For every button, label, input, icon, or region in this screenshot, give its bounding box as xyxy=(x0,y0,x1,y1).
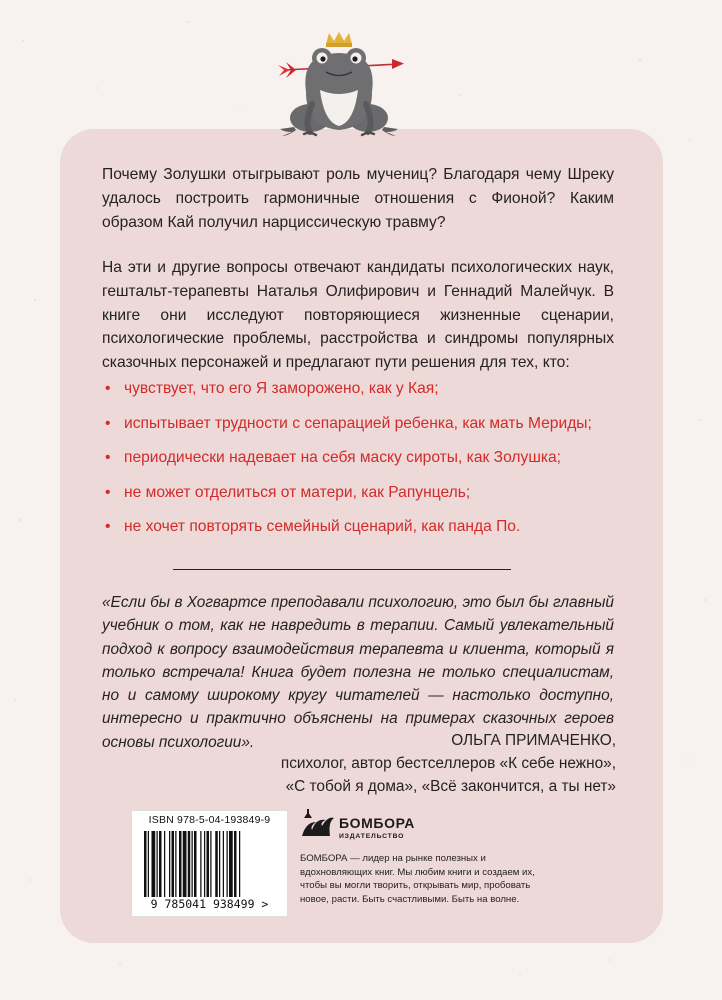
list-item xyxy=(102,378,622,401)
list-item xyxy=(102,482,622,505)
barcode-digits: 9 785041 938499 > xyxy=(150,897,269,911)
bullet-dot: • xyxy=(105,380,111,397)
section-divider xyxy=(173,569,511,570)
frog-with-crown-and-arrow-icon xyxy=(274,32,404,144)
quote-author-books: «С тобой я дома», «Всё закончится, а ты нет» xyxy=(285,777,616,795)
bullet-text: чувствует, что его Я заморожено, как у Кая; xyxy=(124,380,439,397)
bullet-dot: • xyxy=(105,518,111,535)
bullet-text: испытывает трудности с сепарацией ребенка, как мать Мериды; xyxy=(124,414,592,432)
list-item xyxy=(102,447,622,470)
publisher-logo-name: БОМБОРА xyxy=(339,815,415,831)
barcode-block xyxy=(131,810,288,917)
bullet-dot: • xyxy=(105,449,111,466)
quote-author-role: психолог, автор бестселлеров «К себе нежно», xyxy=(280,754,616,772)
review-quote: «Если бы в Хогвартсе преподавали психологию, это был бы главный учебник о том, как не навредить в терапии. Самый увлекательный подход к вопросу взаимодействия терапевта и клиента, который я только встречала! Книга будет полезна не только специалистам, но и самому широкому кругу читателей — настолько доступно, интересно и практично объяснены на примерах сказочных героев основы психологии». xyxy=(102,594,614,751)
bullet-list xyxy=(102,378,622,551)
bullet-text: не может отделиться от матери, как Рапунцель; xyxy=(124,483,471,501)
list-item xyxy=(102,413,622,436)
intro-questions: Почему Золушки отыгрывают роль мучениц? Благодаря чему Шреку удалось построить гармоничные отношения с Фионой? Каким образом Кай получил нарциссическую травму? xyxy=(102,166,614,231)
bullet-dot: • xyxy=(105,414,111,432)
bullet-text: периодически надевает на себя маску сироты, как Золушка; xyxy=(124,449,561,466)
quote-attribution xyxy=(196,730,616,798)
bullet-dot: • xyxy=(105,483,111,501)
isbn-label: ISBN 978-5-04-193849-9 xyxy=(148,814,271,826)
publisher-logo-sub: ИЗДАТЕЛЬСТВО xyxy=(339,833,405,840)
list-item xyxy=(102,516,622,539)
intro-authors: На эти и другие вопросы отвечают кандидаты психологических наук, гештальт-терапевты Наталья Олифирович и Геннадий Малейчук. В книге они исследуют повторяющиеся жизненные сценарии, психологические проблемы, расстройства и синдромы популярных сказочных персонажей и предлагают пути решения для тех, кто: xyxy=(102,259,614,372)
barcode-icon xyxy=(144,831,275,897)
publisher-description: БОМБОРА — лидер на рынке полезных и вдохновляющих книг. Мы любим книги и создаем их, чтобы вы могли творить, открывать мир, пробовать новое, расти. Быть счастливыми. Быть на волне. xyxy=(300,853,535,905)
bombora-wave-logo-icon xyxy=(300,808,336,838)
bullet-text: не хочет повторять семейный сценарий, как панда По. xyxy=(124,518,521,535)
quote-author: ОЛЬГА ПРИМАЧЕНКО, xyxy=(451,732,616,749)
